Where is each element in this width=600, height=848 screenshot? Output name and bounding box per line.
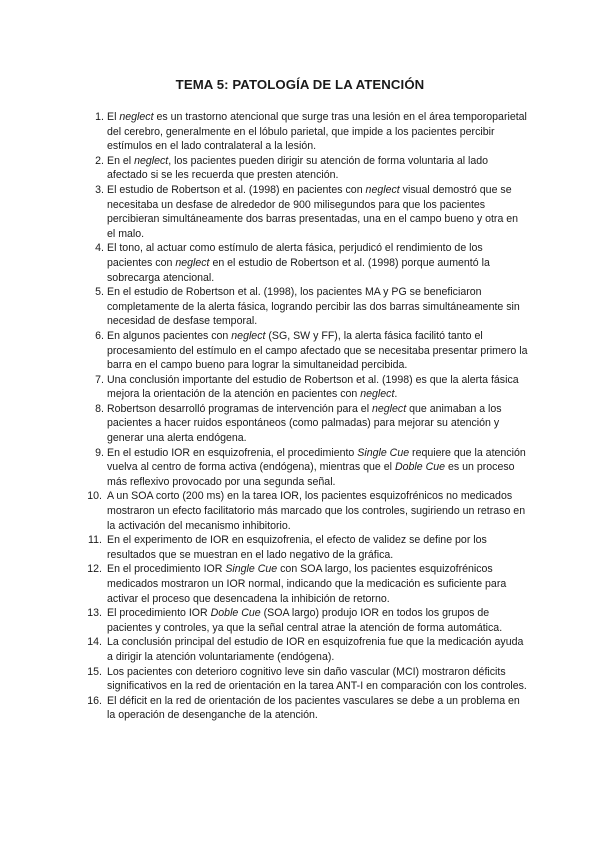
item-text (107, 490, 525, 531)
item-text (107, 607, 502, 634)
text-run: . (394, 388, 398, 401)
item-text (107, 403, 502, 444)
text-run: En el estudio de Robertson et al. (1998), los pacientes MA y PG se beneficiaron completamente de la alerta fásica, logrando percibir las dos barras simultáneamente sin necesidad de desfase temporal. (107, 286, 520, 328)
item-text (107, 242, 490, 283)
list-item (86, 606, 528, 635)
text-run: , los pacientes pueden dirigir su atención de forma voluntaria al lado afectado si se les recuerda que presten atención. (107, 154, 489, 182)
item-number: 9. (95, 446, 104, 459)
text-run: Robertson desarrolló programas de intervención para el (107, 402, 372, 415)
italic-term: neglect (372, 402, 407, 415)
item-number: 6. (95, 329, 104, 342)
list-item (86, 446, 528, 490)
text-run: El procedimiento IOR (107, 607, 211, 620)
text-run: En el experimento de IOR en esquizofrenia, el efecto de validez se define por los resultados que se muestran en el lado negativo de la gráfica. (107, 534, 487, 561)
item-number: 11. (88, 534, 102, 547)
italic-term: neglect (360, 388, 395, 401)
item-text (107, 184, 518, 240)
item-number: 15. (87, 665, 102, 678)
item-number: 4. (95, 242, 104, 255)
item-text (107, 155, 488, 182)
text-run: A un SOA corto (200 ms) en la tarea IOR, los pacientes esquizofrénicos no medicados mostraron un efecto facilitatorio más marcado que los controles, sugiriendo un retraso en la activación del mecanismo inhibitorio. (107, 490, 526, 532)
item-number: 14. (87, 636, 102, 649)
text-run: El estudio de Robertson et al. (1998) en pacientes con (107, 183, 366, 196)
list-item (86, 533, 528, 562)
list-item (86, 183, 528, 241)
item-number: 3. (95, 183, 104, 196)
text-run: que animaban a los pacientes a hacer ruidos espontáneos (como palmadas) para mejorar su atención y generar una alerta endógena. (107, 402, 502, 445)
text-run: (SOA largo) produjo IOR en todos los grupos de pacientes y controles, ya que la señal central atrae la atención de forma automática. (107, 607, 503, 634)
item-number: 12. (87, 563, 102, 576)
text-run: en el estudio de Robertson et al. (1998) porque aumentó la sobrecarga atencional. (107, 256, 490, 284)
item-text (107, 111, 527, 152)
item-number: 1. (95, 111, 104, 123)
italic-term: neglect (365, 183, 400, 196)
item-text (107, 534, 487, 561)
item-number: 7. (95, 373, 104, 386)
list-item (86, 373, 528, 402)
text-run: En algunos pacientes con (107, 329, 232, 342)
text-run: Los pacientes con deterioro cognitivo leve sin daño vascular (MCI) mostraron déficits significativos en la red de orientación en la tarea ANT-I en comparación con los controles. (107, 665, 527, 693)
list-item (86, 402, 528, 446)
statement-list (86, 110, 528, 723)
text-run: El tono, al actuar como estímulo de alerta fásica, perjudicó el rendimiento de los pacientes con (107, 242, 483, 269)
text-run: En el estudio IOR en esquizofrenia, el procedimiento (107, 446, 358, 459)
text-run: es un trastorno atencional que surge tras una lesión en el área temporoparietal del cerebro, generalmente en el lóbulo parietal, que impide a los pacientes percibir estímulos en el lado contralateral a la lesión. (107, 111, 527, 153)
list-item (86, 285, 528, 329)
italic-term: Doble Cue (394, 461, 446, 474)
text-run: En el (107, 154, 135, 167)
italic-term: neglect (175, 256, 210, 269)
list-item (86, 665, 528, 694)
text-run: La conclusión principal del estudio de IOR en esquizofrenia fue que la medicación ayuda a dirigir la atención voluntariamente (endógena). (107, 636, 524, 663)
item-number: 10. (87, 490, 102, 503)
text-run: con SOA largo, los pacientes esquizofrénicos medicados mostraron un IOR normal, indicando que la medicación es suficiente para activar el proceso que desencadena la inhibición de retorno. (107, 563, 507, 605)
list-item (86, 635, 528, 664)
text-run: requiere que la atención vuelva al centro de forma activa (endógena), mientras que el (107, 446, 526, 474)
italic-term: neglect (134, 154, 169, 167)
italic-term: neglect (231, 329, 266, 342)
item-text (107, 286, 520, 327)
item-number: 13. (87, 607, 102, 620)
document-title: TEMA 5: PATOLOGÍA DE LA ATENCIÓN (175, 77, 425, 92)
item-number: 8. (95, 402, 104, 415)
item-text (107, 330, 527, 371)
text-run: El (107, 111, 120, 123)
italic-term: Doble Cue (210, 607, 261, 620)
list-item (86, 241, 528, 285)
text-run: En el procedimiento IOR (107, 563, 226, 576)
italic-term: neglect (119, 111, 154, 123)
text-run: (SG, SW y FF), la alerta fásica facilitó tanto el procesamiento del estímulo en el campo afectado que se necesitaba presentar primero la barra en el campo bueno para lograr la simultaneidad percibida. (107, 329, 528, 372)
list-item (86, 110, 528, 154)
item-text (107, 447, 526, 488)
item-text (107, 563, 506, 604)
text-run: visual demostró que se necesitaba un desfase de alrededor de 900 milisegundos para que los pacientes percibieran simultáneamente dos barras presentadas, una en el campo bueno y otra en el malo. (107, 183, 519, 240)
item-text (107, 695, 520, 722)
list-item (86, 329, 528, 373)
text-run: Una conclusión importante del estudio de Robertson et al. (1998) es que la alerta fásica mejora la orientación de la atención en pacientes con (107, 373, 519, 401)
item-number: 2. (95, 154, 104, 167)
italic-term: Single Cue (225, 563, 278, 576)
text-run: El déficit en la red de orientación de los pacientes vasculares se debe a un problema en la operación de desenganche de la atención. (107, 694, 520, 722)
list-item (86, 154, 528, 183)
text-run: es un proceso más reflexivo provocado por una segunda señal. (107, 461, 515, 488)
list-item (86, 562, 528, 606)
italic-term: Single Cue (357, 446, 410, 459)
item-text (107, 666, 527, 693)
list-item (86, 489, 528, 533)
item-text (107, 636, 523, 663)
item-number: 5. (95, 286, 104, 299)
item-text (107, 374, 519, 401)
item-number: 16. (87, 694, 102, 707)
list-item (86, 694, 528, 723)
